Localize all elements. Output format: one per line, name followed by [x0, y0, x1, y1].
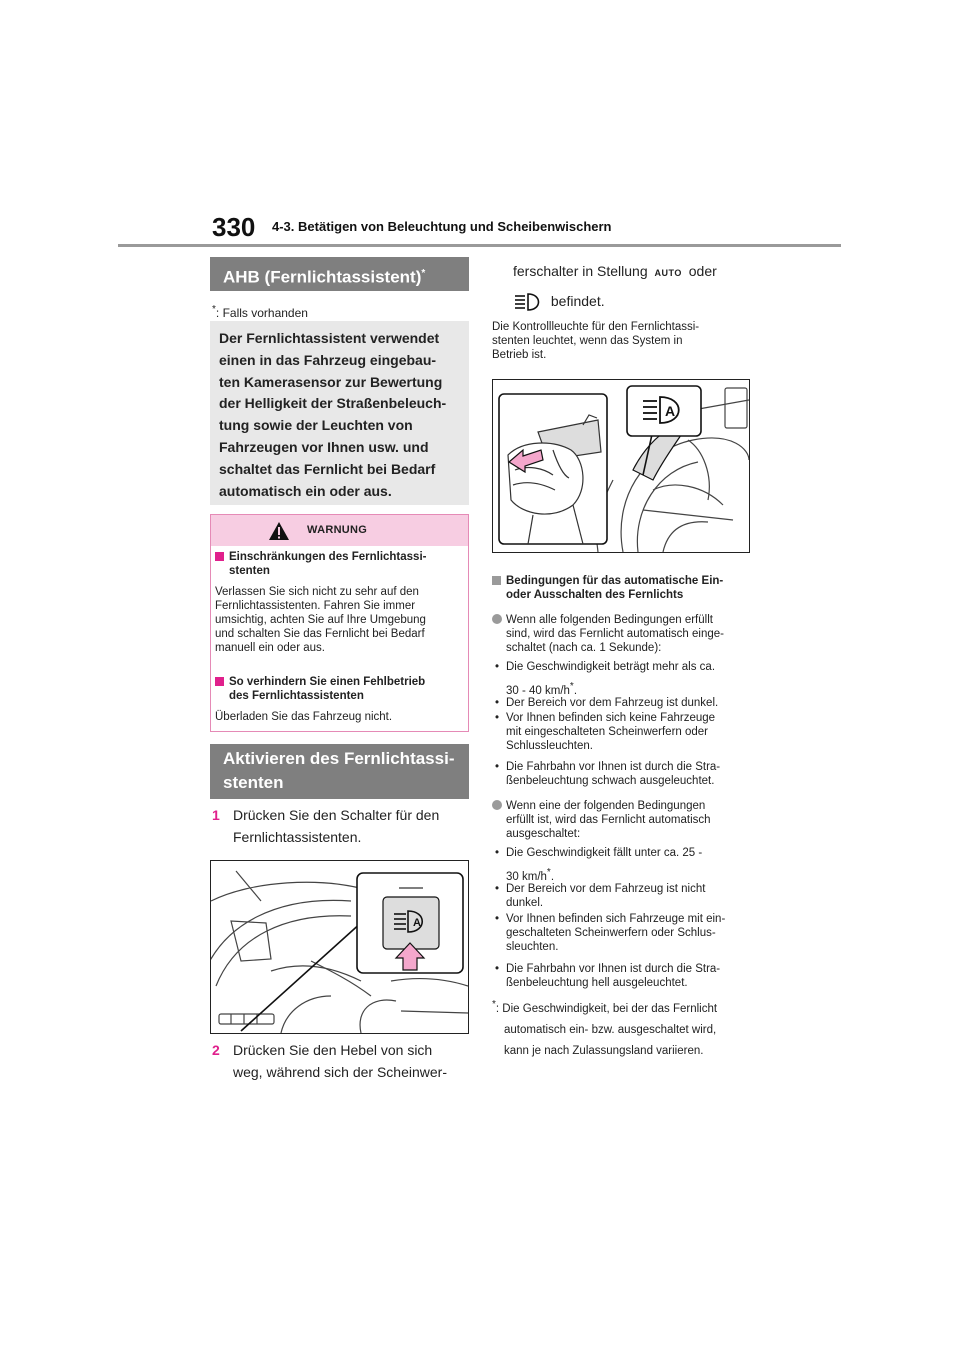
- footnote-line: automatisch ein- bzw. ausgeschaltet wird,: [504, 1023, 717, 1036]
- step-number: 2: [212, 1042, 220, 1058]
- note-line: Betrieb ist.: [492, 349, 547, 361]
- warning-item-title: [215, 550, 464, 578]
- section-title-line: stenten: [223, 773, 284, 792]
- text-line: Schlussleuchten.: [506, 740, 593, 752]
- step2-continued-line2: [513, 290, 605, 312]
- on-conditions-intro: [492, 613, 768, 655]
- text-line: geschalteten Scheinwerfern oder Schlus-: [506, 927, 716, 939]
- text-line: ausgeschaltet:: [506, 828, 581, 840]
- bullet: •: [495, 661, 500, 673]
- footnote-text: : Falls vorhanden: [215, 306, 308, 320]
- step-text-line: Fernlichtassistenten.: [233, 829, 362, 845]
- text-line: 30 km/h: [506, 870, 547, 883]
- warning-item-title-line: Einschränkungen des Fernlichtassi-: [229, 551, 427, 563]
- text-line: Der Bereich vor dem Fahrzeug ist dunkel.: [506, 697, 719, 709]
- page-number: 330: [212, 212, 256, 242]
- title-footnote-mark: *: [421, 268, 426, 279]
- svg-text:A: A: [665, 403, 676, 419]
- warning-item-text: [215, 710, 465, 724]
- bullet: •: [495, 963, 500, 975]
- section-title-text: AHB (Fernlichtassistent): [223, 267, 422, 287]
- warning-text-line: und schalten Sie das Fernlicht bei Bedarf: [215, 628, 425, 640]
- warning-text-line: Verlassen Sie sich nicht zu sehr auf den: [215, 586, 419, 598]
- step-text-fragment: befindet.: [550, 293, 605, 309]
- off-condition-not-dark: [492, 882, 768, 910]
- intro-line: der Helligkeit der Straßenbeleuch-: [219, 395, 447, 412]
- figure-lever-illustration: [492, 379, 750, 553]
- note-line: Die Kontrollleuchte für den Fernlichtassi-: [492, 321, 700, 333]
- text-line: Der Bereich vor dem Fahrzeug ist nicht: [506, 883, 706, 895]
- note-line: stenten leuchtet, wenn das System in: [492, 335, 683, 347]
- heading-line: oder Ausschalten des Fernlichts: [506, 589, 684, 601]
- text-line: Die Fahrbahn vor Ihnen ist durch die Stra-: [506, 963, 721, 975]
- gray-circle-marker: [492, 800, 502, 810]
- intro-line: Der Fernlichtassistent verwendet: [219, 330, 440, 346]
- step-text-fragment: ferschalter in Stellung: [513, 263, 648, 279]
- step2-continued-line1: [513, 260, 717, 284]
- dashboard-switch-drawing: [211, 861, 468, 1033]
- svg-text:A: A: [413, 917, 421, 929]
- header-rule: [118, 244, 841, 247]
- warning-text-line: Fernlichtassistenten. Fahren Sie immer: [215, 600, 416, 612]
- section-title-ahb: [210, 257, 469, 291]
- footnote-mark: *: [492, 999, 496, 1010]
- warning-text-line: manuell ein oder aus.: [215, 642, 325, 654]
- warning-item-title-line: des Fernlichtassistenten: [229, 690, 364, 702]
- on-condition-no-vehicles: [492, 711, 768, 753]
- text-line: erfüllt ist, wird das Fernlicht automatisch: [506, 814, 711, 826]
- section-title-line: Aktivieren des Fernlichtassi-: [223, 749, 455, 768]
- high-beam-icon: [513, 293, 543, 311]
- bullet: •: [495, 883, 500, 895]
- intro-line: einen in das Fahrzeug eingebau-: [219, 351, 437, 368]
- intro-line: schaltet das Fernlicht bei Bedarf: [219, 460, 436, 477]
- period: .: [573, 684, 578, 697]
- off-condition-vehicles: [492, 912, 768, 954]
- text-line: Vor Ihnen befinden sich keine Fahrzeuge: [506, 712, 716, 724]
- off-condition-road-bright: [492, 962, 768, 990]
- step-text-line: Drücken Sie den Schalter für den: [233, 807, 440, 823]
- footnote-line: kann je nach Zulassungsland variieren.: [504, 1044, 704, 1057]
- bullet: •: [495, 761, 500, 773]
- footnote-mark: *: [569, 681, 574, 692]
- warning-item-title-line: stenten: [229, 565, 270, 577]
- text-line: mit eingeschalteten Scheinwerfern oder: [506, 726, 709, 738]
- section-title-activate: [210, 744, 469, 797]
- text-line: Wenn eine der folgenden Bedingungen: [506, 800, 706, 812]
- text-line: ßenbeleuchtung schwach ausgeleuchtet.: [506, 775, 715, 787]
- bullet: •: [495, 913, 500, 925]
- footnote-mark: *: [212, 304, 216, 315]
- bullet: •: [495, 697, 500, 709]
- intro-line: ten Kamerasensor zur Bewertung: [219, 373, 443, 390]
- warning-item-text: [215, 585, 465, 655]
- step-text-fragment: oder: [688, 263, 717, 279]
- footnote-mark: *: [546, 867, 551, 878]
- bullet: •: [495, 712, 500, 724]
- pink-square-marker: [215, 552, 224, 561]
- text-line: Vor Ihnen befinden sich Fahrzeuge mit ein-: [506, 913, 726, 925]
- gray-circle-marker: [492, 614, 502, 624]
- warning-header: [211, 515, 468, 546]
- warning-item-title: [215, 675, 464, 703]
- steering-lever-drawing: [493, 380, 749, 552]
- off-condition-speed: [492, 846, 768, 884]
- indicator-note: [492, 320, 752, 362]
- text-line: ßenbeleuchtung hell ausgeleuchtet.: [506, 977, 688, 989]
- text-line: dunkel.: [506, 897, 544, 909]
- warning-title: WARNUNG: [307, 524, 368, 536]
- conditions-heading: [492, 574, 768, 602]
- intro-line: Fahrzeugen vor Ihnen usw. und: [219, 438, 429, 455]
- warning-item-title-line: So verhindern Sie einen Fehlbetrieb: [229, 676, 426, 688]
- auto-position-label: AUTO: [654, 268, 682, 278]
- text-line: Die Fahrbahn vor Ihnen ist durch die Stra-: [506, 761, 721, 773]
- warning-text-line: umsichtig, achten Sie auf Ihre Umgebung: [215, 614, 426, 626]
- gray-square-marker: [492, 576, 501, 585]
- warning-box: [210, 514, 469, 732]
- step-text-line: weg, während sich der Scheinwer-: [233, 1064, 447, 1080]
- speed-footnote: [492, 994, 754, 1062]
- on-condition-dark: [492, 696, 768, 710]
- text-line: schaltet (nach ca. 1 Sekunde):: [506, 642, 662, 654]
- figure-switch-illustration: [210, 860, 469, 1034]
- warning-triangle-icon: [268, 521, 290, 541]
- heading-line: Bedingungen für das automatische Ein-: [506, 575, 724, 587]
- footnote-optional: [212, 304, 308, 320]
- chapter-title: 4-3. Betätigen von Beleuchtung und Scheibenwischern: [272, 219, 612, 234]
- text-line: Die Geschwindigkeit fällt unter ca. 25 -: [506, 847, 703, 859]
- footnote-line: : Die Geschwindigkeit, bei der das Fernlicht: [495, 1002, 718, 1015]
- text-line: sind, wird das Fernlicht automatisch einge-: [506, 628, 724, 640]
- step-text-line: Drücken Sie den Hebel von sich: [233, 1042, 433, 1058]
- warning-text-line: Überladen Sie das Fahrzeug nicht.: [215, 711, 393, 723]
- pink-square-marker: [215, 677, 224, 686]
- step-number: 1: [212, 807, 220, 823]
- text-line: 30 - 40 km/h: [506, 684, 570, 697]
- period: .: [550, 870, 555, 883]
- intro-box: [210, 321, 469, 505]
- text-line: Wenn alle folgenden Bedingungen erfüllt: [506, 614, 713, 626]
- on-condition-speed: [492, 660, 768, 698]
- on-condition-road-dim: [492, 760, 768, 788]
- text-line: sleuchten.: [506, 941, 559, 953]
- intro-line: tung sowie der Leuchten von: [219, 417, 413, 434]
- text-line: Die Geschwindigkeit beträgt mehr als ca.: [506, 661, 716, 673]
- intro-line: automatisch ein oder aus.: [219, 482, 392, 499]
- bullet: •: [495, 847, 500, 859]
- off-conditions-intro: [492, 799, 768, 841]
